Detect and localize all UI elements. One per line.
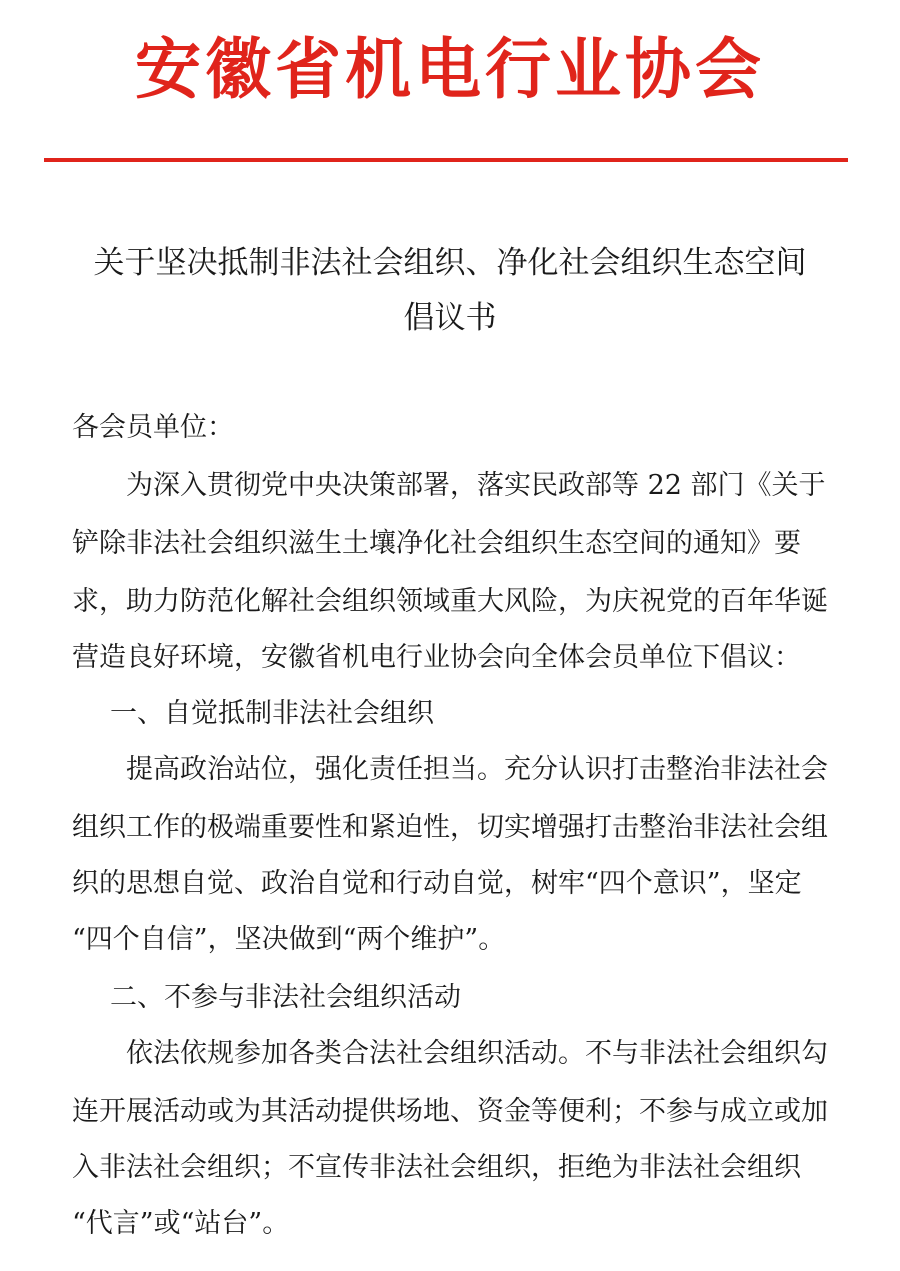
salutation: 各会员单位： (72, 412, 234, 443)
section-body-line: 入非法社会组织；不宣传非法社会组织，拒绝为非法社会组织 (72, 1152, 801, 1183)
document-title (40, 236, 860, 346)
section-body-line: 提高政治站位，强化责任担当。充分认识打击整治非法社会 (126, 754, 828, 785)
section-body-line: 依法依规参加各类合法社会组织活动。不与非法社会组织勾 (126, 1038, 828, 1069)
intro-line: 营造良好环境，安徽省机电行业协会向全体会员单位下倡议： (72, 642, 801, 673)
document-title-line-2: 倡议书 (403, 300, 497, 336)
section-heading: 一、自觉抵制非法社会组织 (110, 698, 434, 729)
letterhead-org-name: 安徽省机电行业协会 (135, 31, 765, 108)
document-title-line-1: 关于坚决抵制非法社会组织、净化社会组织生态空间 (93, 245, 807, 281)
section-heading: 二、不参与非法社会组织活动 (110, 982, 461, 1013)
section-body-line: 织的思想自觉、政治自觉和行动自觉，树牢“四个意识”，坚定 (72, 868, 802, 899)
section-body-line: “四个自信”，坚决做到“两个维护”。 (72, 924, 506, 955)
intro-line: 求，助力防范化解社会组织领域重大风险，为庆祝党的百年华诞 (72, 586, 828, 617)
letterhead-divider (44, 158, 848, 162)
section-body-line: 连开展活动或为其活动提供场地、资金等便利；不参与成立或加 (72, 1096, 828, 1127)
section-body-line: 组织工作的极端重要性和紧迫性，切实增强打击整治非法社会组 (72, 812, 828, 843)
section-body-line: “代言”或“站台”。 (72, 1208, 290, 1239)
intro-line: 铲除非法社会组织滋生土壤净化社会组织生态空间的通知》要 (72, 528, 801, 559)
intro-line: 为深入贯彻党中央决策部署，落实民政部等 22 部门《关于 (126, 470, 826, 501)
